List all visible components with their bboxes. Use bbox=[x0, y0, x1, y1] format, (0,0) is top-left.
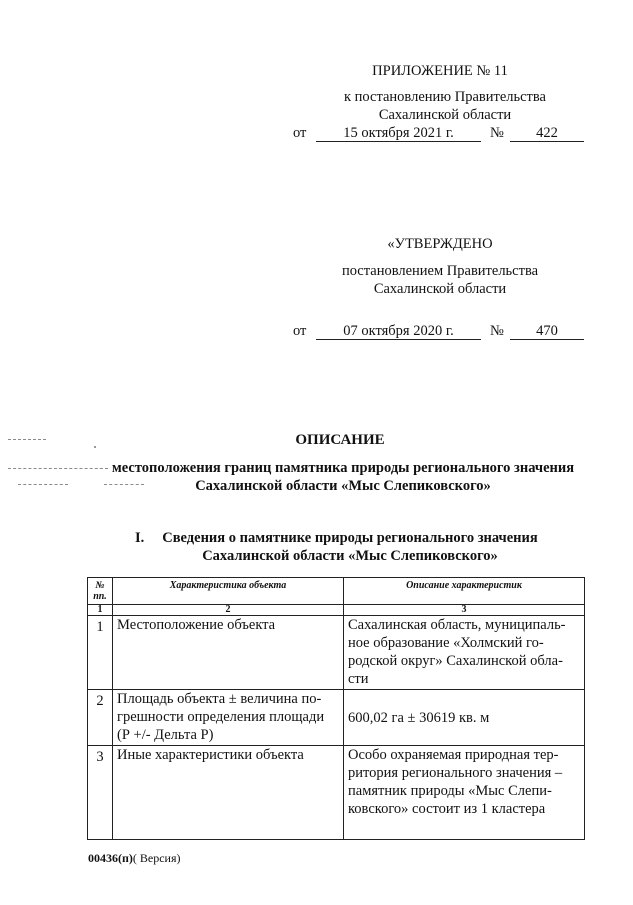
row-description-line: Сахалинская область, муниципаль- bbox=[348, 617, 566, 633]
section-line-1: Сведения о памятнике природы регионального значения bbox=[162, 530, 538, 546]
appendix-title: ПРИЛОЖЕНИЕ № 11 bbox=[372, 63, 508, 79]
row-description-line: 600,02 га ± 30619 кв. м bbox=[348, 709, 490, 726]
row-description-line: ковского» состоит из 1 кластера bbox=[348, 801, 546, 817]
header-characteristic: Характеристика объекта bbox=[113, 578, 344, 605]
scan-mark bbox=[8, 468, 108, 469]
section-line-2: Сахалинской области «Мыс Слепиковского» bbox=[202, 548, 498, 564]
table-row bbox=[88, 690, 585, 746]
approved-number: 470 bbox=[536, 323, 558, 339]
row-name-line: Иные характеристики объекта bbox=[117, 747, 304, 763]
appendix-line-2: Сахалинской области bbox=[378, 107, 512, 123]
heading-line-1: местоположения границ памятника природы регионального значения bbox=[111, 460, 575, 476]
row-name bbox=[113, 746, 344, 840]
column-numbers-row bbox=[88, 605, 585, 616]
scan-dot bbox=[94, 446, 96, 448]
row-name bbox=[113, 616, 344, 690]
row-description-line: сти bbox=[348, 671, 369, 687]
row-number: 2 bbox=[88, 690, 113, 746]
scan-mark bbox=[18, 484, 68, 485]
section-number: I. bbox=[135, 530, 145, 546]
row-description bbox=[344, 690, 585, 746]
row-name bbox=[113, 690, 344, 746]
footer-code-line bbox=[88, 851, 181, 865]
row-description bbox=[344, 616, 585, 690]
scan-mark bbox=[8, 439, 46, 440]
table-header-row bbox=[88, 578, 585, 605]
column-number-3: 3 bbox=[344, 605, 585, 616]
row-name-line: (Р +/- Дельта Р) bbox=[117, 727, 214, 743]
row-description-line: Особо охраняемая природная тер- bbox=[348, 747, 559, 763]
row-description-line: памятник природы «Мыс Слепи- bbox=[348, 783, 552, 799]
table-row bbox=[88, 616, 585, 690]
appendix-number-label: № bbox=[490, 125, 504, 141]
row-name-line: Местоположение объекта bbox=[117, 617, 276, 633]
appendix-line-1: к постановлению Правительства bbox=[344, 89, 546, 105]
row-number: 1 bbox=[88, 616, 113, 690]
approved-title: «УТВЕРЖДЕНО bbox=[387, 236, 493, 252]
footer-version: ( Версия) bbox=[132, 851, 181, 865]
row-name-line: грешности определения площади bbox=[117, 709, 325, 725]
footer-code: 00436(п) bbox=[88, 851, 133, 865]
column-number-2: 2 bbox=[113, 605, 344, 616]
row-name-line: Площадь объекта ± величина по- bbox=[117, 691, 322, 707]
approved-number-label: № bbox=[490, 323, 504, 339]
row-description-line: ное образование «Холмский го- bbox=[348, 635, 544, 651]
approved-date: 07 октября 2020 г. bbox=[343, 323, 454, 339]
appendix-number: 422 bbox=[536, 125, 558, 141]
table-row bbox=[88, 746, 585, 840]
approved-line-1: постановлением Правительства bbox=[341, 263, 539, 279]
header-number: № пп. bbox=[88, 578, 113, 605]
row-description-line: ритория регионального значения – bbox=[348, 765, 563, 781]
document-title: ОПИСАНИЕ bbox=[295, 432, 385, 448]
appendix-date: 15 октября 2021 г. bbox=[343, 125, 454, 141]
appendix-from-label: от bbox=[293, 125, 307, 141]
approved-from-label: от bbox=[293, 323, 307, 339]
row-number: 3 bbox=[88, 746, 113, 840]
approved-line-2: Сахалинской области bbox=[373, 281, 507, 297]
header-description: Описание характеристик bbox=[344, 578, 585, 605]
characteristics-table bbox=[87, 577, 585, 840]
row-description bbox=[344, 746, 585, 840]
row-description-line: родской округ» Сахалинской обла- bbox=[348, 653, 563, 669]
column-number-1: 1 bbox=[88, 605, 113, 616]
heading-line-2: Сахалинской области «Мыс Слепиковского» bbox=[195, 478, 491, 494]
